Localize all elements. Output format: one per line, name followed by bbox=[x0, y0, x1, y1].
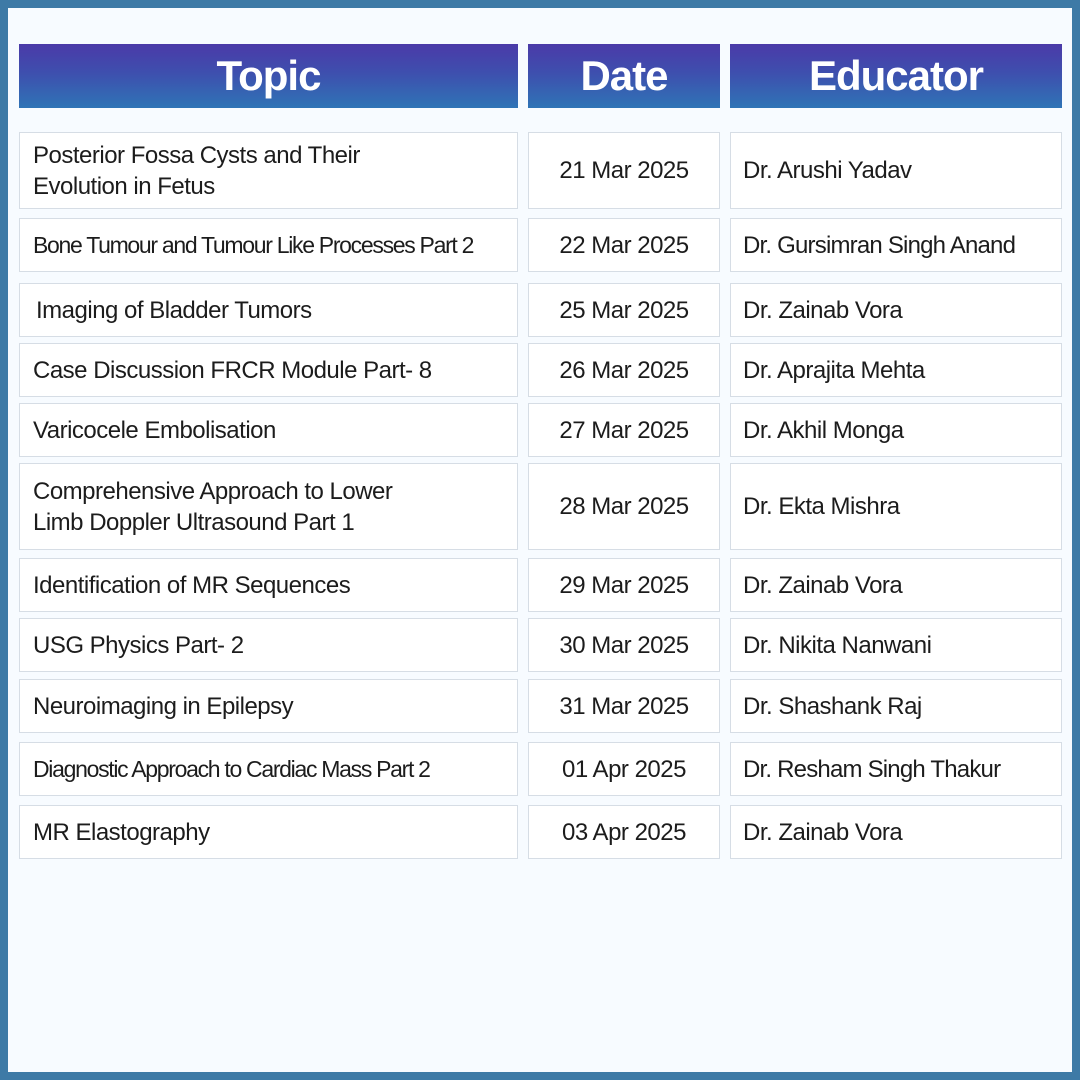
table-row-date: 22 Mar 2025 bbox=[528, 218, 720, 272]
table-row-topic: Bone Tumour and Tumour Like Processes Part 2 bbox=[19, 218, 518, 272]
table-row-date: 27 Mar 2025 bbox=[528, 403, 720, 457]
topic-line-2: Evolution in Fetus bbox=[33, 172, 215, 200]
table-row-topic: Identification of MR Sequences bbox=[19, 558, 518, 612]
table-row-date: 25 Mar 2025 bbox=[528, 283, 720, 337]
table-row-educator: Dr. Zainab Vora bbox=[730, 558, 1062, 612]
topic-line-1: Comprehensive Approach to Lower bbox=[33, 477, 393, 505]
table-row-educator: Dr. Zainab Vora bbox=[730, 283, 1062, 337]
table-row-date: 29 Mar 2025 bbox=[528, 558, 720, 612]
table-row-topic: USG Physics Part- 2 bbox=[19, 618, 518, 672]
table-row-educator: Dr. Resham Singh Thakur bbox=[730, 742, 1062, 796]
table-row-educator: Dr. Arushi Yadav bbox=[730, 132, 1062, 209]
table-row-educator: Dr. Ekta Mishra bbox=[730, 463, 1062, 550]
table-row-topic bbox=[19, 132, 518, 209]
table-row-date: 03 Apr 2025 bbox=[528, 805, 720, 859]
table-row-topic: Imaging of Bladder Tumors bbox=[19, 283, 518, 337]
topic-line-1: Posterior Fossa Cysts and Their bbox=[33, 141, 360, 169]
table-row-topic: Diagnostic Approach to Cardiac Mass Part 2 bbox=[19, 742, 518, 796]
table-row-date: 30 Mar 2025 bbox=[528, 618, 720, 672]
table-row-date: 26 Mar 2025 bbox=[528, 343, 720, 397]
table-row-date: 01 Apr 2025 bbox=[528, 742, 720, 796]
table-row-topic: Varicocele Embolisation bbox=[19, 403, 518, 457]
table-row-date: 28 Mar 2025 bbox=[528, 463, 720, 550]
header-date: Date bbox=[528, 44, 720, 108]
header-educator: Educator bbox=[730, 44, 1062, 108]
table-row-educator: Dr. Aprajita Mehta bbox=[730, 343, 1062, 397]
table-row-topic: Neuroimaging in Epilepsy bbox=[19, 679, 518, 733]
table-row-topic bbox=[19, 463, 518, 550]
table-row-educator: Dr. Shashank Raj bbox=[730, 679, 1062, 733]
header-topic: Topic bbox=[19, 44, 518, 108]
table-row-educator: Dr. Akhil Monga bbox=[730, 403, 1062, 457]
table-row-topic: Case Discussion FRCR Module Part- 8 bbox=[19, 343, 518, 397]
table-row-topic: MR Elastography bbox=[19, 805, 518, 859]
table-row-educator: Dr. Gursimran Singh Anand bbox=[730, 218, 1062, 272]
table-row-date: 21 Mar 2025 bbox=[528, 132, 720, 209]
table-row-educator: Dr. Zainab Vora bbox=[730, 805, 1062, 859]
table-row-date: 31 Mar 2025 bbox=[528, 679, 720, 733]
topic-line-2: Limb Doppler Ultrasound Part 1 bbox=[33, 508, 355, 536]
table-row-educator: Dr. Nikita Nanwani bbox=[730, 618, 1062, 672]
